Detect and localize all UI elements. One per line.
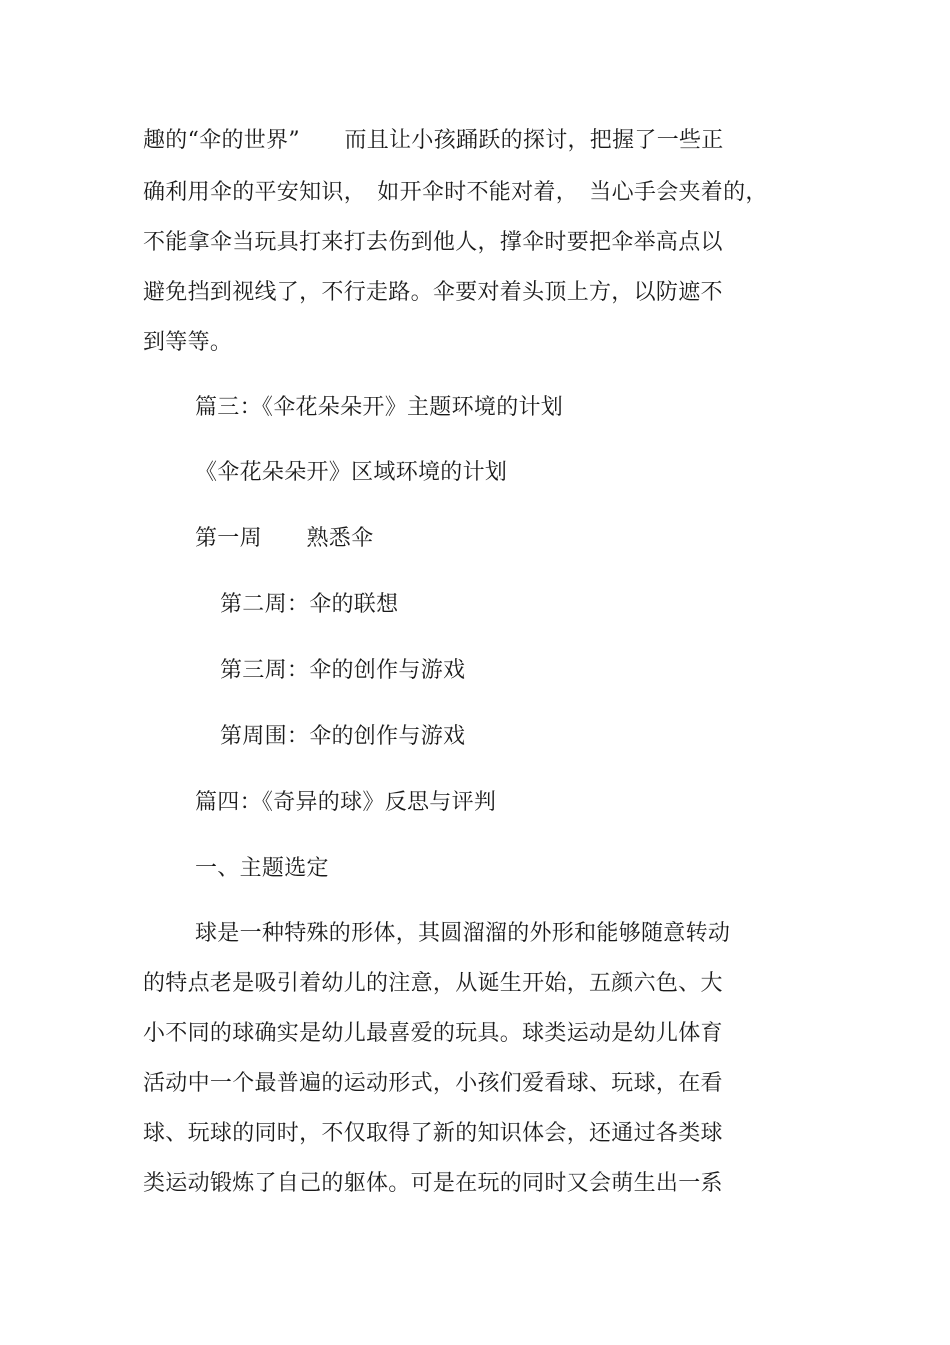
paragraph-line: 确利用伞的平安知识， 如开伞时不能对着， 当心手会夹着的， [143, 180, 768, 205]
paragraph-line: 小不同的球确实是幼儿最喜爱的玩具。球类运动是幼儿体育 [143, 1021, 723, 1046]
subheading: 《伞花朵朵开》区域环境的计划 [195, 460, 508, 485]
paragraph-line: 避免挡到视线了，不行走路。伞要对着头顶上方，以防遮不 [143, 280, 723, 305]
week-item: 第一周 熟悉伞 [195, 526, 374, 551]
paragraph-line: 趣的“伞的世界” 而且让小孩踊跃的探讨，把握了一些正 [143, 128, 724, 153]
paragraph-line: 球是一种特殊的形体，其圆溜溜的外形和能够随意转动 [195, 921, 731, 946]
paragraph-line: 到等等。 [143, 330, 233, 355]
paragraph-line: 活动中一个最普遍的运动形式，小孩们爱看球、玩球，在看 [143, 1071, 723, 1096]
paragraph-line: 不能拿伞当玩具打来打去伤到他人，撑伞时要把伞举高点以 [143, 230, 723, 255]
section-heading: 篇四：《奇异的球》反思与评判 [195, 790, 497, 815]
week-item: 第三周：伞的创作与游戏 [220, 658, 466, 683]
week-item: 第周围：伞的创作与游戏 [220, 724, 466, 749]
section-heading: 篇三：《伞花朵朵开》主题环境的计划 [195, 395, 564, 420]
subheading: 一、主题选定 [195, 856, 329, 881]
paragraph-line: 类运动锻炼了自己的躯体。可是在玩的同时又会萌生出一系 [143, 1171, 723, 1196]
week-item: 第二周：伞的联想 [220, 592, 399, 617]
paragraph-line: 球、玩球的同时，不仅取得了新的知识体会，还通过各类球 [143, 1121, 723, 1146]
paragraph-line: 的特点老是吸引着幼儿的注意，从诞生开始，五颜六色、大 [143, 971, 723, 996]
